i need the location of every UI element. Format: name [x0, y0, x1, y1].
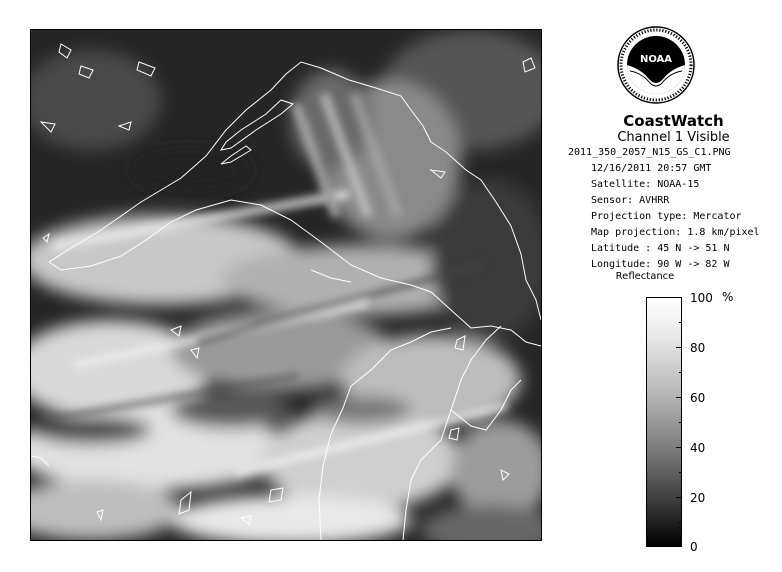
satellite-map[interactable]: [30, 29, 542, 541]
tick-label-60: 60: [690, 391, 706, 405]
product-title: CoastWatch: [623, 112, 724, 130]
tick-label-80: 80: [690, 341, 706, 355]
colorbar-minor-tick: [679, 372, 682, 373]
tick-label-20: 20: [690, 491, 706, 505]
tick-label-40: 40: [690, 441, 706, 455]
longitude-range: Longitude: 90 W -> 82 W: [591, 259, 730, 270]
map-imagery: [31, 30, 541, 540]
colorbar-minor-tick: [679, 422, 682, 423]
tick-label-100: 100: [690, 291, 713, 305]
map-projection: Map projection: 1.8 km/pixel: [591, 227, 760, 238]
noaa-seal-icon: [616, 25, 696, 105]
colorbar-tick: [676, 447, 682, 448]
sensor-info: Sensor: AVHRR: [591, 195, 670, 206]
tick-label-0: 0: [690, 540, 698, 554]
image-datetime: 12/16/2011 20:57 GMT: [591, 163, 712, 174]
legend-title: Reflectance: [615, 271, 675, 282]
satellite-info: Satellite: NOAA-15: [591, 179, 700, 190]
colorbar-minor-tick: [679, 472, 682, 473]
image-filename: 2011_350_2057_N15_GS_C1.PNG: [568, 147, 731, 158]
projection-type: Projection type: Mercator: [591, 211, 742, 222]
latitude-range: Latitude : 45 N -> 51 N: [591, 243, 730, 254]
noaa-logo: [616, 25, 696, 109]
product-subtitle: Channel 1 Visible: [617, 130, 730, 145]
colorbar-tick: [676, 397, 682, 398]
reflectance-colorbar: [646, 297, 682, 547]
logo-text: NOAA: [639, 54, 673, 65]
colorbar-tick: [676, 347, 682, 348]
colorbar-tick: [676, 497, 682, 498]
legend-unit: %: [722, 290, 734, 304]
colorbar-tick: [676, 297, 682, 298]
colorbar-minor-tick: [679, 322, 682, 323]
colorbar-minor-tick: [679, 522, 682, 523]
